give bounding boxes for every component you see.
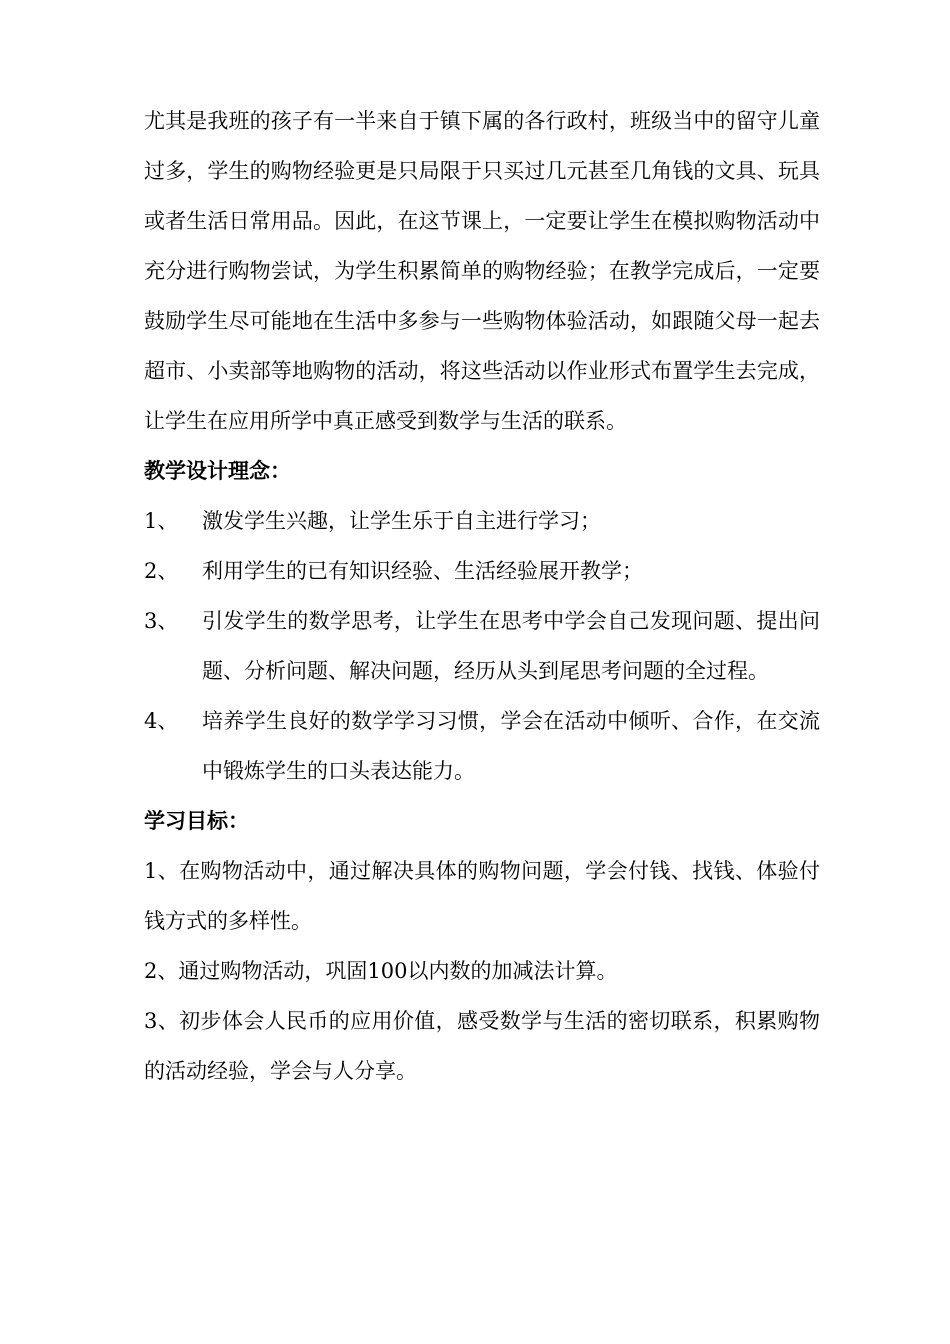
design-concept-list [144, 496, 820, 796]
list-text: 激发学生兴趣，让学生乐于自主进行学习； [202, 509, 601, 533]
list-text: 引发学生的数学思考，让学生在思考中学会自己发现问题、提出问题、分析问题、解决问题，经历从头到尾思考问题的全过程。 [202, 609, 820, 683]
list-number: 2、 [144, 559, 179, 583]
list-item [144, 596, 820, 696]
list-item [144, 496, 820, 546]
document-page [144, 96, 820, 1096]
list-item [144, 546, 820, 596]
design-concept-heading: 教学设计理念： [144, 458, 291, 483]
list-item [144, 696, 820, 796]
list-number: 3、 [144, 609, 179, 633]
list-number: 4、 [144, 709, 179, 733]
list-text: 利用学生的已有知识经验、生活经验展开教学； [202, 559, 643, 583]
intro-paragraph: 尤其是我班的孩子有一半来自于镇下属的各行政村，班级当中的留守儿童过多，学生的购物经验更是只局限于只买过几元甚至几角钱的文具、玩具或者生活日常用品。因此，在这节课上，一定要让学生在模拟购物活动中充分进行购物尝试，为学生积累简单的购物经验；在教学完成后，一定要鼓励学生尽可能地在生活中多参与一些购物体验活动，如跟随父母一起去超市、小卖部等地购物的活动，将这些活动以作业形式布置学生去完成，让学生在应用所学中真正感受到数学与生活的联系。 [144, 109, 820, 433]
learning-goals-list [144, 846, 820, 1096]
list-number: 1、 [144, 509, 179, 533]
goal-item: 2、通过购物活动，巩固100以内数的加减法计算。 [144, 959, 618, 983]
goal-item: 3、初步体会人民币的应用价值，感受数学与生活的密切联系，积累购物的活动经验，学会与人分享。 [144, 1009, 820, 1083]
learning-goals-heading: 学习目标： [144, 808, 249, 833]
list-text: 培养学生良好的数学学习习惯，学会在活动中倾听、合作，在交流中锻炼学生的口头表达能力。 [202, 709, 820, 783]
goal-item: 1、在购物活动中，通过解决具体的购物问题，学会付钱、找钱、体验付钱方式的多样性。 [144, 859, 820, 933]
